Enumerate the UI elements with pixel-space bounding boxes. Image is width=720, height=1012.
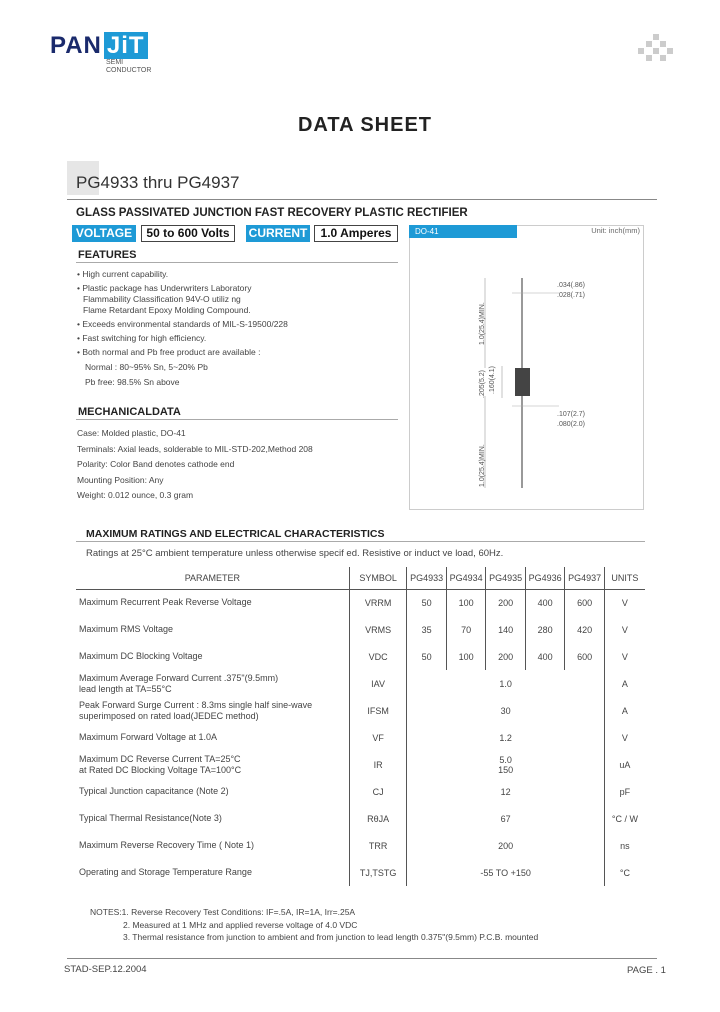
column-header: PG4933	[407, 567, 446, 589]
symbol-cell: IR	[349, 751, 407, 778]
divider	[76, 541, 645, 542]
symbol-cell: VF	[349, 724, 407, 751]
voltage-value: 50 to 600 Volts	[141, 225, 235, 242]
unit-cell: V	[604, 616, 645, 643]
feature-item: • Plastic package has Underwriters Laboratory	[77, 283, 252, 293]
table-row	[76, 697, 645, 724]
logo-subtext: SEMI CONDUCTOR	[106, 59, 152, 74]
voltage-label: VOLTAGE	[72, 225, 136, 242]
mechanical-item: Terminals: Axial leads, solderable to MIL-STD-202,Method 208	[77, 443, 313, 454]
divider	[76, 262, 398, 263]
feature-item: Normal : 80~95% Sn, 5~20% Pb	[85, 362, 208, 372]
feature-item: • High current capability.	[77, 269, 169, 279]
value-cell: 67	[407, 805, 604, 832]
value-cell: 140	[486, 616, 525, 643]
body-dia-max: .107(2.7)	[557, 411, 586, 418]
param-cell: Maximum DC Reverse Current TA=25°C at Rated DC Blocking Voltage TA=100°C	[79, 753, 242, 775]
mechanical-item: Mounting Position: Any	[77, 474, 164, 485]
units-note: Unit: inch(mm)	[591, 226, 640, 235]
feature-item: Pb free: 98.5% Sn above	[85, 377, 180, 387]
value-cell: 420	[565, 616, 604, 643]
value-cell: 200	[486, 643, 525, 670]
table-row	[76, 724, 645, 751]
value-cell: 70	[446, 616, 485, 643]
unit-cell: V	[604, 724, 645, 751]
product-subtitle: GLASS PASSIVATED JUNCTION FAST RECOVERY PLASTIC RECTIFIER	[76, 207, 468, 219]
part-number: PG4933 thru PG4937	[76, 173, 240, 192]
mechanical-list	[77, 426, 313, 504]
value-cell: 30	[407, 697, 604, 724]
note-2: 2. Measured at 1 MHz and applied reverse voltage of 4.0 VDC	[123, 920, 358, 930]
symbol-cell: VDC	[349, 643, 407, 670]
unit-cell: V	[604, 643, 645, 670]
value-cell: 200	[486, 589, 525, 616]
table-row	[76, 859, 645, 886]
param-cell: Peak Forward Surge Current : 8.3ms single half sine-wave superimposed on rated load(JEDEC method)	[79, 699, 313, 721]
param-cell: Maximum Average Forward Current .375"(9.5mm) lead length at TA=55°C	[79, 672, 279, 694]
body-dia-min: .080(2.0)	[557, 421, 586, 428]
column-header: PG4937	[565, 567, 604, 589]
lead-length-bottom: 1.0(25.4)MIN.	[479, 444, 486, 487]
value-cell: 1.0	[407, 670, 604, 697]
lead-length-top: 1.0(25.4)MIN.	[479, 302, 486, 345]
value-cell: 600	[565, 589, 604, 616]
value-cell: 200	[407, 832, 604, 859]
param-cell: Maximum Forward Voltage at 1.0A	[79, 732, 218, 742]
value-cell: 400	[525, 643, 564, 670]
current-label: CURRENT	[246, 225, 310, 242]
divider	[67, 958, 657, 959]
table-row	[76, 751, 645, 778]
unit-cell: pF	[604, 778, 645, 805]
value-cell: 35	[407, 616, 446, 643]
param-cell: Typical Junction capacitance (Note 2)	[79, 786, 229, 796]
column-header: UNITS	[604, 567, 645, 589]
corner-dots-decoration	[638, 34, 674, 64]
value-cell: 12	[407, 778, 604, 805]
symbol-cell: IFSM	[349, 697, 407, 724]
unit-cell: °C / W	[604, 805, 645, 832]
unit-cell: V	[604, 589, 645, 616]
body-length-max: .205(5.2)	[479, 369, 486, 398]
body-length-min: .160(4.1)	[489, 365, 496, 394]
feature-item: • Exceeds environmental standards of MIL-S-19500/228	[77, 319, 288, 329]
symbol-cell: RθJA	[349, 805, 407, 832]
param-cell: Typical Thermal Resistance(Note 3)	[79, 813, 222, 823]
value-cell: 600	[565, 643, 604, 670]
param-cell: Maximum DC Blocking Voltage	[79, 651, 203, 661]
column-header: PG4936	[525, 567, 564, 589]
unit-cell: ns	[604, 832, 645, 859]
table-row	[76, 616, 645, 643]
page-number: PAGE . 1	[627, 965, 666, 976]
lead-dia-min: .028(.71)	[557, 292, 586, 299]
value-cell: 50	[407, 589, 446, 616]
param-cell: Maximum Reverse Recovery Time ( Note 1)	[79, 840, 255, 850]
column-header: PG4935	[486, 567, 525, 589]
unit-cell: °C	[604, 859, 645, 886]
features-heading: FEATURES	[78, 249, 137, 261]
feature-item: Flammability Classification 94V-O utiliz ng	[83, 294, 241, 304]
symbol-cell: VRMS	[349, 616, 407, 643]
note-1: NOTES:1. Reverse Recovery Test Conditions: IF=.5A, IR=1A, Irr=.25A	[90, 907, 356, 917]
table-row	[76, 778, 645, 805]
feature-item: Flame Retardant Epoxy Molding Compound.	[83, 305, 251, 315]
table-row	[76, 643, 645, 670]
current-value: 1.0 Amperes	[314, 225, 398, 242]
table-header-row	[76, 567, 645, 589]
mechanical-item: Polarity: Color Band denotes cathode end	[77, 459, 235, 469]
column-header: PG4934	[446, 567, 485, 589]
features-list	[77, 269, 288, 388]
column-header: PARAMETER	[184, 572, 241, 583]
diagram-header	[409, 225, 644, 238]
symbol-cell: VRRM	[349, 589, 407, 616]
value-cell: 50	[407, 643, 446, 670]
value-cell: 100	[446, 643, 485, 670]
package-code: DO-41	[409, 225, 517, 238]
param-cell: Maximum RMS Voltage	[79, 624, 174, 634]
symbol-cell: TJ,TSTG	[349, 859, 407, 886]
ratings-intro: Ratings at 25°C ambient temperature unless otherwise specif ed. Resistive or induct ve load, 60Hz.	[86, 548, 504, 559]
page-title: DATA SHEET	[297, 114, 433, 136]
unit-cell: A	[604, 697, 645, 724]
feature-item: • Fast switching for high efficiency.	[77, 333, 207, 343]
unit-cell: A	[604, 670, 645, 697]
value-cell: 400	[525, 589, 564, 616]
symbol-cell: TRR	[349, 832, 407, 859]
value-cell: 1.2	[407, 724, 604, 751]
divider	[76, 419, 398, 420]
feature-item: • Both normal and Pb free product are available :	[77, 347, 261, 357]
param-cell: Operating and Storage Temperature Range	[79, 867, 252, 877]
value-cell: 100	[446, 589, 485, 616]
value-cell: -55 TO +150	[407, 859, 604, 886]
mechanical-item: Weight: 0.012 ounce, 0.3 gram	[77, 490, 194, 500]
divider	[67, 199, 657, 200]
symbol-cell: CJ	[349, 778, 407, 805]
value-cell: 5.0 150	[407, 751, 604, 778]
table-row	[76, 589, 645, 616]
max-ratings-heading: MAXIMUM RATINGS AND ELECTRICAL CHARACTERISTICS	[86, 528, 385, 540]
table-row	[76, 805, 645, 832]
value-cell: 280	[525, 616, 564, 643]
param-cell: Maximum Recurrent Peak Reverse Voltage	[76, 589, 349, 616]
diode-drawing	[409, 238, 644, 510]
unit-cell: uA	[604, 751, 645, 778]
table-row	[76, 832, 645, 859]
note-3: 3. Thermal resistance from junction to ambient and from junction to lead length 0.375"(9.5mm) P.C.B. mounted	[123, 932, 539, 942]
symbol-cell: IAV	[349, 670, 407, 697]
table-row	[76, 670, 645, 697]
lead-dia-max: .034(.86)	[557, 282, 586, 289]
panjit-logo: PAN JiT	[50, 32, 148, 60]
ratings-table	[76, 567, 645, 886]
footer-date: STAD-SEP.12.2004	[64, 964, 147, 975]
mechanical-item: Case: Molded plastic, DO-41	[77, 428, 186, 438]
column-header: SYMBOL	[349, 567, 407, 589]
mechanical-heading: MECHANICALDATA	[78, 406, 181, 418]
